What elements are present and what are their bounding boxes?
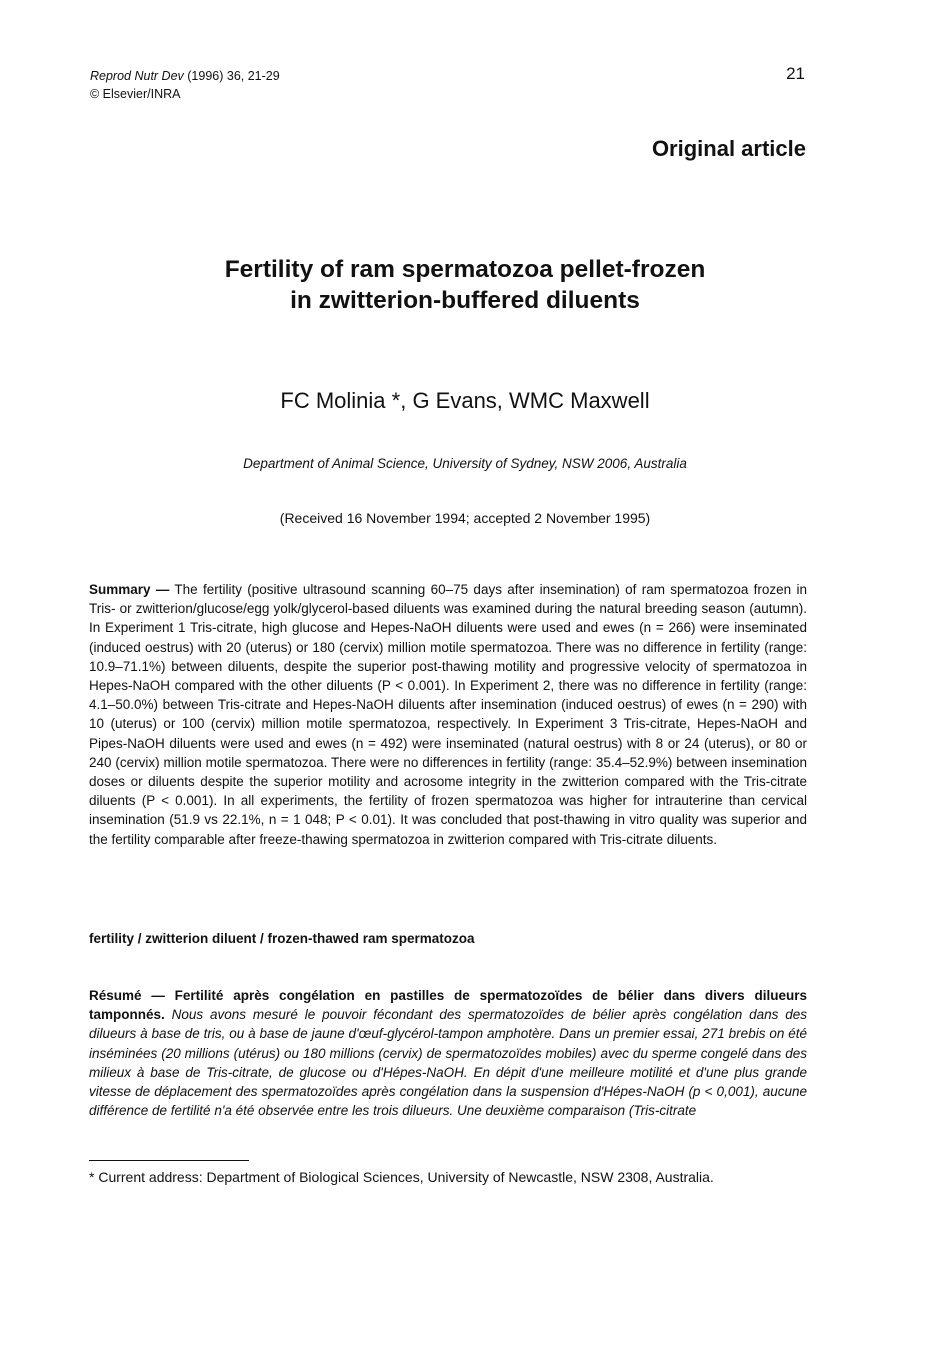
authors: FC Molinia *, G Evans, WMC Maxwell xyxy=(280,388,650,413)
copyright-line: © Elsevier/INRA xyxy=(90,87,181,101)
summary-text: The fertility (positive ultrasound scanning 60–75 days after insemination) of ram spermatozoa frozen in Tris- or zwitterion/glucose/egg yolk/glycerol-based diluents was examined during the natural breeding season (autumn). In Experiment 1 Tris-citrate, high glucose and Hepes-NaOH diluents were used and ewes (n = 266) were inseminated (induced oestrus) with 20 (uterus) or 180 (cervix) million motile spermatozoa. There was no difference in fertility (range: 10.9–71.1%) between diluents, despite the superior post-thawing motility and progressive velocity of spermatozoa in Hepes-NaOH compared with the other diluents (P < 0.001). In Experiment 2, there was no difference in fertility (range: 4.1–50.0%) between Tris-citrate and Hepes-NaOH diluents after insemination (induced oestrus) of ewes (n = 290) with 10 (uterus) or 100 (cervix) million motile spermatozoa, respectively. In Experiment 3 Tris-citrate, Hepes-NaOH and Pipes-NaOH diluents were used and ewes (n = 492) were inseminated (natural oestrus) with 8 or 24 (uterus), or 80 or 240 (cervix) million motile spermatozoa. There were no differences in fertility (range: 35.4–52.9%) between insemination doses or diluents despite the superior motility and acrosome integrity in the zwitterion compared with the Tris-citrate diluents (P < 0.001). In all experiments, the fertility of frozen spermatozoa was higher for intrauterine than cervical insemination (51.9 vs 22.1%, n = 1 048; P < 0.01). It was concluded that post-thawing in vitro quality was superior and the fertility comparable after freeze-thawing spermatozoa in zwitterion compared with Tris-citrate diluents. xyxy=(89,582,807,847)
footnote: * Current address: Department of Biological Sciences, University of Newcastle, NSW 2308, Australia. xyxy=(89,1169,714,1185)
resume-paragraph xyxy=(89,986,807,1120)
journal-citation xyxy=(90,67,280,103)
page-number: 21 xyxy=(786,64,805,83)
article-title xyxy=(0,254,930,316)
journal-name: Reprod Nutr Dev xyxy=(90,69,184,83)
summary-label: Summary — xyxy=(89,582,170,597)
keywords: fertility / zwitterion diluent / frozen-thawed ram spermatozoa xyxy=(89,931,475,946)
received-dates: (Received 16 November 1994; accepted 2 November 1995) xyxy=(279,510,651,526)
resume-text: Nous avons mesuré le pouvoir fécondant des spermatozoïdes de bélier après congélation dans des dilueurs à base de tris, ou à base de jaune d'œuf-glycérol-tampon amphotère. Dans un premier essai, 271 brebis on été inséminées (20 millions (utérus) ou 180 millions (cervix) de spermatozoïdes mobiles) avec du sperme congelé dans des milieux à base de Tris-citrate, de glucose ou d'Hépes-NaOH. En dépit d'une meilleure motilité et d'une plus grande vitesse de déplacement des spermatozoïdes après congélation dans la suspension d'Hépes-NaOH (p < 0,001), aucune différence de fertilité n'a été observée entre les trois dilueurs. Une deuxième comparaison (Tris-citrate xyxy=(89,1007,807,1119)
journal-reference: (1996) 36, 21-29 xyxy=(183,69,280,83)
summary-paragraph xyxy=(89,580,807,849)
title-line-2: in zwitterion-buffered diluents xyxy=(290,287,640,314)
affiliation: Department of Animal Science, University of Sydney, NSW 2006, Australia xyxy=(243,456,687,471)
footnote-divider xyxy=(89,1160,249,1161)
article-type: Original article xyxy=(651,136,806,161)
title-line-1: Fertility of ram spermatozoa pellet-frozen xyxy=(224,256,706,283)
resume-label: Résumé — Fertilité après congélation en pastilles de spermatozoïdes de bélier dans divers dilueurs tamponnés. xyxy=(89,988,807,1023)
